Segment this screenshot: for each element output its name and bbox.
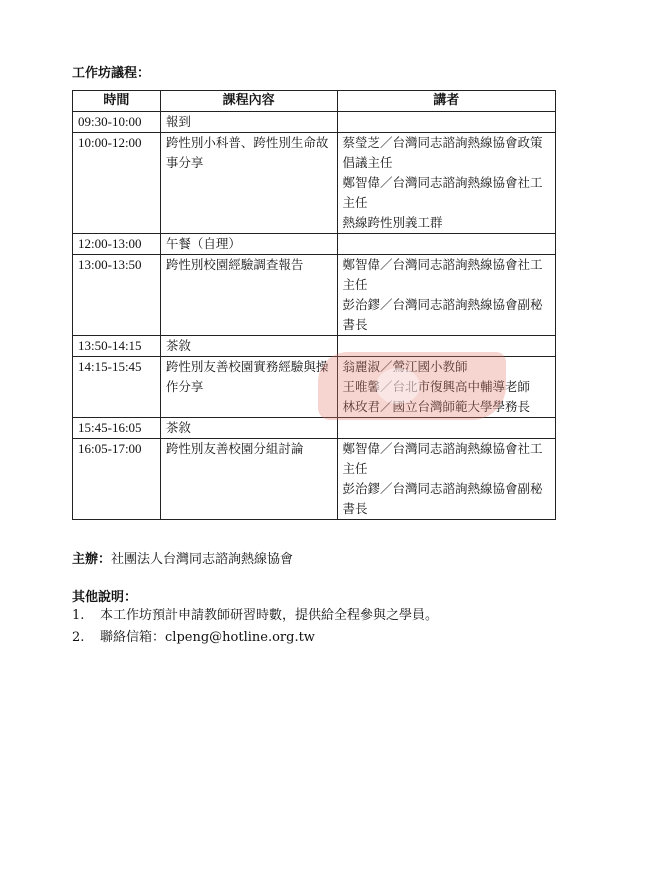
agenda-title: 工作坊議程： [72,66,151,81]
speaker-entry: 鄭智偉／台灣同志諮詢熱線協會社工主任 [342,257,543,292]
agenda-body [73,112,556,520]
organizer-line [72,548,293,567]
speaker-cell [337,418,556,439]
note-item [72,605,438,627]
content-cell: 跨性別友善校園實務經驗與操作分享 [160,357,337,418]
content-cell: 跨性別友善校園分組討論 [160,439,337,520]
speaker-entry: 彭治鏐／台灣同志諮詢熱線協會副秘書長 [342,297,543,332]
time-cell: 10:00-12:00 [73,133,161,234]
speaker-entry: 鄭智偉／台灣同志諮詢熱線協會社工主任 [342,441,543,476]
header-content: 課程內容 [160,91,337,112]
content-cell: 午餐（自理） [160,234,337,255]
note-number: 1. [72,608,85,623]
organizer-label: 主辦： [72,552,112,567]
content-cell: 茶敘 [160,336,337,357]
speaker-entry: 蔡瑩芝／台灣同志諮詢熱線協會政策倡議主任 [342,135,543,170]
table-row [73,255,556,336]
table-row [73,439,556,520]
note-text: 聯絡信箱：clpeng@hotline.org.tw [100,630,315,645]
table-row [73,133,556,234]
content-cell: 跨性別校園經驗調查報告 [160,255,337,336]
header-speaker: 講者 [337,91,556,112]
speaker-cell [337,133,556,234]
header-time: 時間 [73,91,161,112]
speaker-entry: 彭治鏐／台灣同志諮詢熱線協會副秘書長 [342,481,543,516]
agenda-header-row [73,91,556,112]
time-cell: 15:45-16:05 [73,418,161,439]
content-cell: 跨性別小科普、跨性別生命故事分享 [160,133,337,234]
speaker-entry: 翁麗淑／鶯江國小教師 [342,359,468,374]
note-number: 2. [72,630,85,645]
table-row [73,112,556,133]
time-cell: 14:15-15:45 [73,357,161,418]
table-row [73,234,556,255]
time-cell: 13:50-14:15 [73,336,161,357]
speaker-cell [337,336,556,357]
time-cell: 12:00-13:00 [73,234,161,255]
table-row [73,418,556,439]
time-cell: 09:30-10:00 [73,112,161,133]
speaker-entry: 鄭智偉／台灣同志諮詢熱線協會社工主任 [342,175,543,210]
note-text: 本工作坊預計申請教師研習時數，提供給全程參與之學員。 [100,608,439,623]
speaker-entry: 林玫君／國立台灣師範大學學務長 [342,399,531,414]
content-cell: 報到 [160,112,337,133]
agenda-table [72,90,556,520]
speaker-cell [337,234,556,255]
table-row [73,336,556,357]
notes-title: 其他說明： [72,590,138,605]
time-cell: 13:00-13:50 [73,255,161,336]
speaker-entry: 王唯馨／台北市復興高中輔導老師 [342,379,531,394]
speaker-cell [337,357,556,418]
speaker-cell [337,255,556,336]
content-cell: 茶敘 [160,418,337,439]
organizer-name: 社團法人台灣同志諮詢熱線協會 [111,552,294,567]
speaker-cell [337,112,556,133]
speaker-entry: 熱線跨性別義工群 [342,215,443,230]
time-cell: 16:05-17:00 [73,439,161,520]
speaker-cell [337,439,556,520]
table-row [73,357,556,418]
notes-list [72,605,438,649]
note-item [72,627,438,649]
